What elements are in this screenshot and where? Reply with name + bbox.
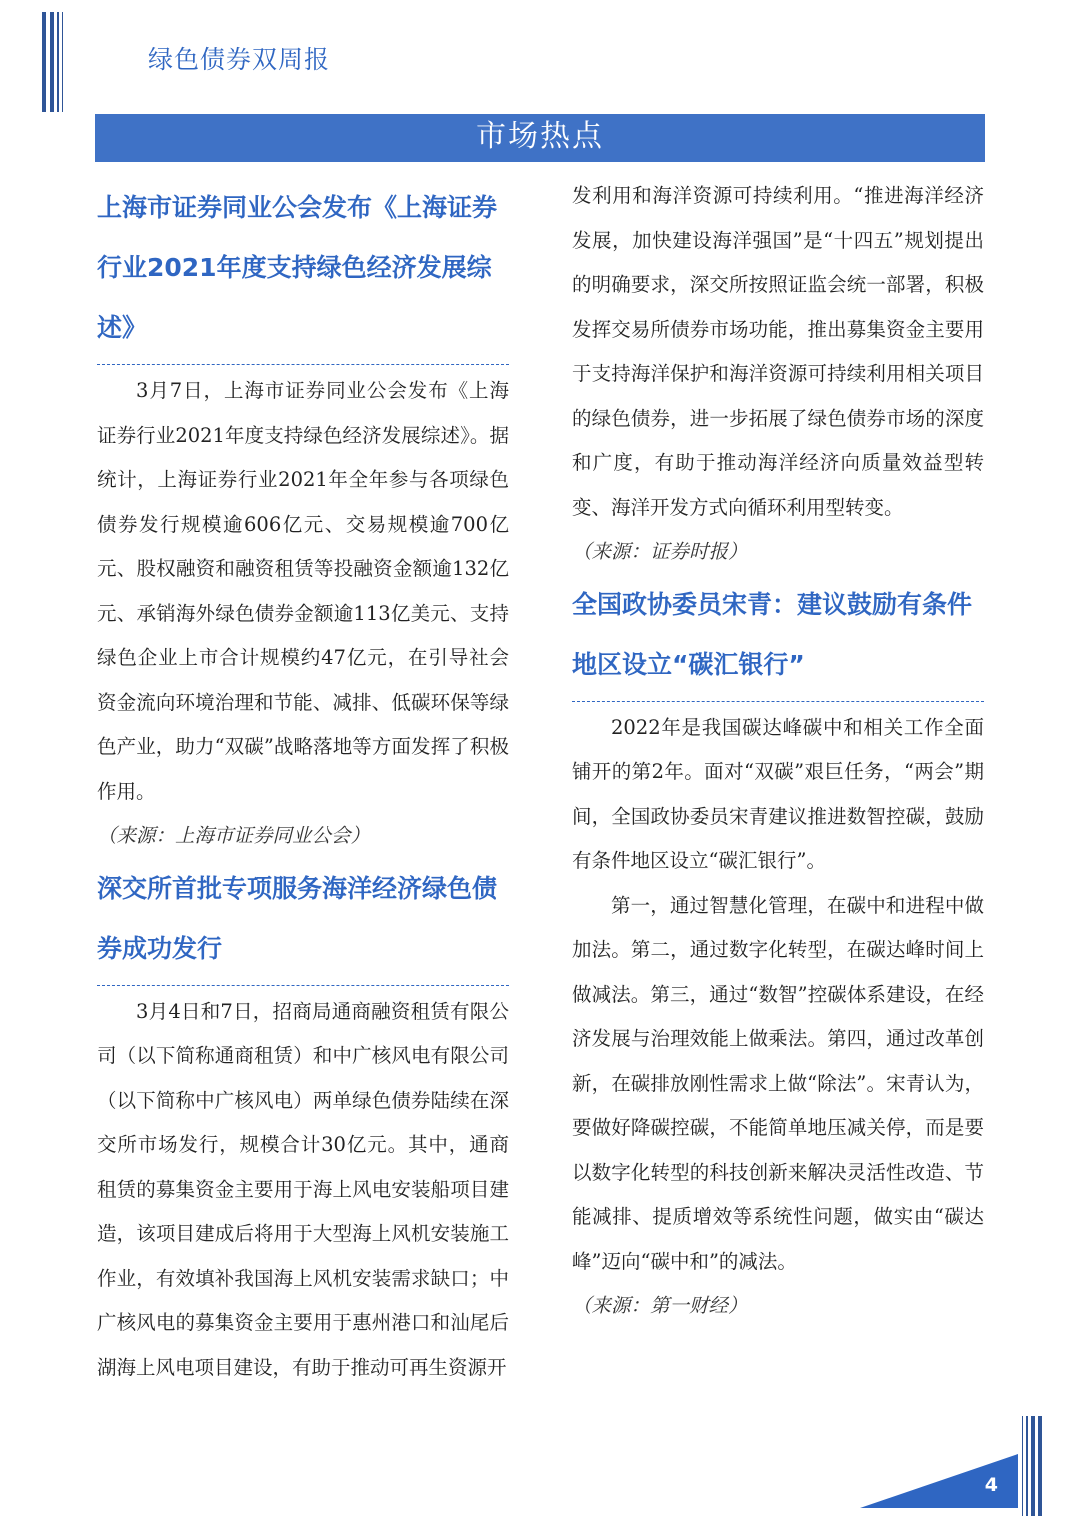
article-2-paragraph-part-2: 发利用和海洋资源可持续利用。“推进海洋经济发展，加快建设海洋强国”是“十四五”规划提出的明确要求，深交所按照证监会统一部署，积极发挥交易所债券市场功能，推出募集资金主要用于支持海洋保护和海洋资源可持续利用相关项目的绿色债券，进一步拓展了绿色债券市场的深度和广度，有助于推动海洋经济向质量效益型转变、海洋开发方式向循环利用型转变。 <box>572 184 984 519</box>
article-3-divider <box>572 701 984 702</box>
header-decoration-lines <box>42 12 64 112</box>
article-2-source: （来源：证券时报） <box>572 540 748 563</box>
article-3-headline: 全国政协委员宋青：建议鼓励有条件地区设立“碳汇银行” <box>572 589 973 679</box>
right-column <box>572 178 984 1329</box>
article-1-paragraph: 3月7日，上海市证券同业公会发布《上海证券行业2021年度支持绿色经济发展综述》。据统计，上海证券行业2021年全年参与各项绿色债券发行规模逾606亿元、交易规模逾700亿元、股权融资和融资租赁等投融资金额逾132亿元、承销海外绿色债券金额逾113亿美元、支持绿色企业上市合计规模约47亿元，在引导社会资金流向环境治理和节能、减排、低碳环保等绿色产业，助力“双碳”战略落地等方面发挥了积极作用。 <box>97 379 509 803</box>
article-3-paragraph-1: 2022年是我国碳达峰碳中和相关工作全面铺开的第2年。面对“双碳”艰巨任务，“两会”期间，全国政协委员宋青建议推进数智控碳，鼓励有条件地区设立“碳汇银行”。 <box>572 715 984 872</box>
page-number: 4 <box>984 1474 998 1496</box>
article-3-source: （来源：第一财经） <box>572 1294 748 1317</box>
article-2-paragraph-part-1: 3月4日和7日，招商局通商融资租赁有限公司（以下简称通商租赁）和中广核风电有限公司（以下简称中广核风电）两单绿色债券陆续在深交所市场发行，规模合计30亿元。其中，通商租赁的募集资金主要用于海上风电安装船项目建造，该项目建成后将用于大型海上风机安装施工作业，有效填补我国海上风机安装需求缺口；中广核风电的募集资金主要用于惠州港口和汕尾后湖海上风电项目建设，有助于推动可再生资源开 <box>97 999 509 1379</box>
footer-decoration-lines <box>1022 1416 1042 1516</box>
article-1-divider <box>97 364 509 365</box>
section-banner: 市场热点 <box>95 114 985 162</box>
article-1-source: （来源：上海市证券同业公会） <box>97 824 371 847</box>
article-1-headline: 上海市证券同业公会发布《上海证券行业2021年度支持绿色经济发展综述》 <box>97 193 498 342</box>
article-2-headline: 深交所首批专项服务海洋经济绿色债券成功发行 <box>97 873 498 963</box>
left-column <box>97 178 509 1390</box>
article-2-divider <box>97 985 509 986</box>
article-3-paragraph-2: 第一，通过智慧化管理，在碳中和进程中做加法。第二，通过数字化转型，在碳达峰时间上做减法。第三，通过“数智”控碳体系建设，在经济发展与治理效能上做乘法。第四，通过改革创新，在碳排放刚性需求上做“除法”。宋青认为，要做好降碳控碳，不能简单地压减关停，而是要以数字化转型的科技创新来解决灵活性改造、节能减排、提质增效等系统性问题，做实由“碳达峰”迈向“碳中和”的减法。 <box>572 893 984 1273</box>
page-number-badge <box>860 1454 1020 1510</box>
publication-title: 绿色债券双周报 <box>148 45 331 74</box>
